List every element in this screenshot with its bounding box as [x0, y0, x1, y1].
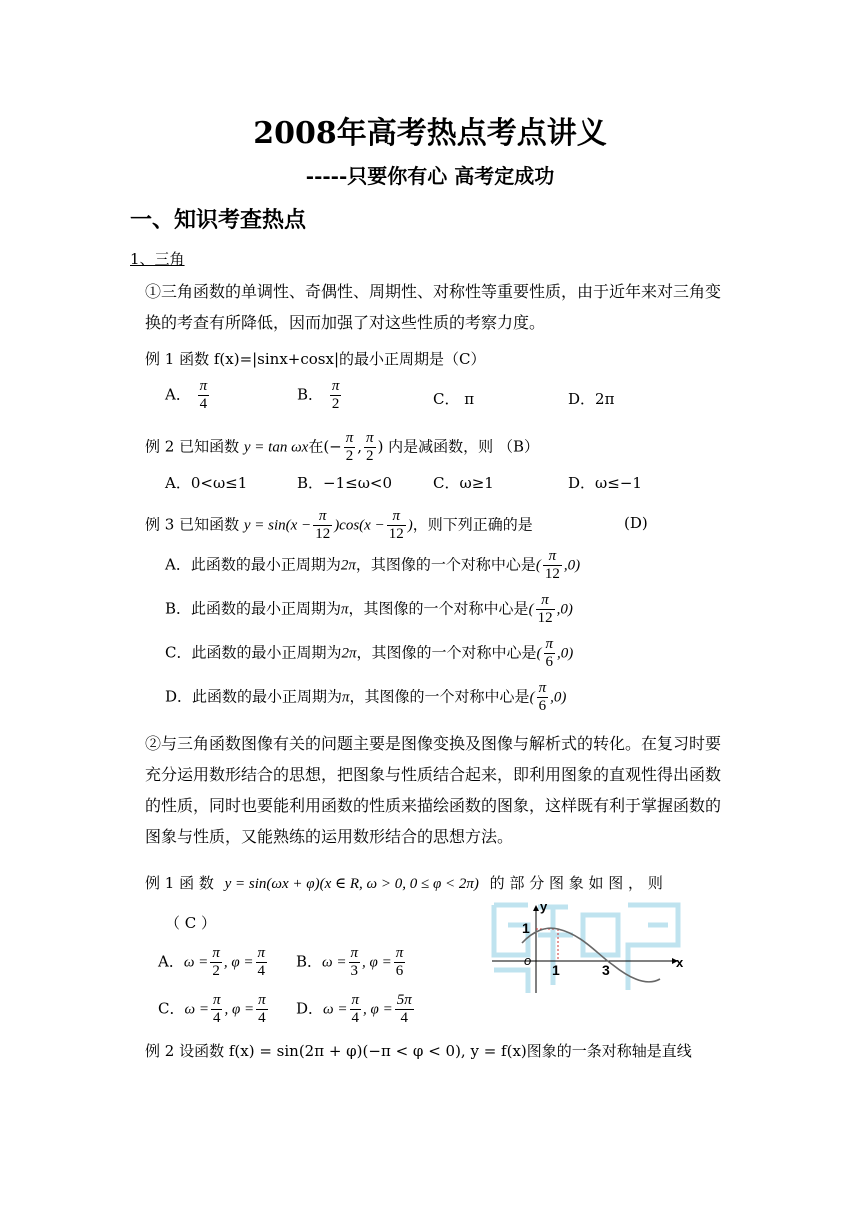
denominator: 12: [544, 566, 560, 582]
paren: (: [535, 557, 541, 574]
formula-part: )cos(x −: [334, 517, 385, 534]
fraction: [256, 992, 268, 1027]
example-1-stem: 例 1 函数 f(x)=|sinx+cosx|的最小正周期是（C）: [145, 350, 486, 368]
page-subtitle: -----只要你有心 高考定成功: [305, 164, 555, 188]
fraction: [256, 945, 268, 980]
fraction-pi-2: [330, 378, 342, 413]
fraction: [210, 945, 222, 980]
y-tick-1: 1: [522, 920, 530, 936]
subsection-heading: 1、三角: [130, 250, 185, 268]
example-4-formula: y = sin(ωx + φ)(x ∈ R, ω > 0, 0 ≤ φ < 2π): [224, 876, 479, 892]
denominator: 4: [351, 1010, 359, 1026]
example-1-option-b: [297, 378, 343, 413]
fraction: [387, 508, 406, 543]
example-2-option-a: A．0<ω≤1: [165, 474, 248, 492]
paren: (: [529, 689, 535, 706]
section-heading: 一、知识考查热点: [130, 207, 307, 233]
fraction: [313, 508, 332, 543]
example-3-prefix: 例 3 已知函数: [145, 515, 240, 534]
numerator: 5π: [396, 992, 412, 1008]
fraction: [543, 548, 562, 583]
denominator: 6: [545, 654, 554, 670]
numerator: π: [212, 945, 220, 961]
formula: ω =: [183, 954, 209, 971]
example-2-suffix: ) 内是减函数，则 （B）: [377, 437, 539, 456]
numerator: π: [538, 680, 547, 696]
option-rest: ，其图像的一个对称中心是: [349, 687, 530, 706]
y-axis-label: y: [540, 899, 548, 914]
denominator: 12: [388, 526, 404, 542]
example-2-prefix: 例 2 已知函数: [145, 437, 240, 456]
example-2-option-b: B．−1≤ω<0: [297, 474, 393, 492]
formula: ω =: [184, 1001, 209, 1018]
denominator: 12: [315, 526, 331, 542]
example-3-stem: [145, 508, 533, 543]
example-4-suffix: 的 部 分 图 象 如 图 ， 则: [489, 874, 663, 892]
paren-close: ,0): [557, 645, 574, 662]
formula: , φ =: [224, 1001, 255, 1018]
fraction: [211, 992, 223, 1027]
denominator: 4: [400, 1010, 408, 1026]
numerator: π: [543, 548, 562, 566]
option-label: C．此函数的最小正周期为: [165, 643, 342, 662]
example-4-prefix: 例 1 函 数: [145, 874, 214, 892]
denominator: 2: [345, 448, 354, 464]
fraction: [344, 430, 356, 465]
formula-close: ): [407, 517, 413, 534]
denominator: 12: [537, 610, 553, 626]
numerator: π: [212, 992, 221, 1008]
paragraph-1: ①三角函数的单调性、奇偶性、周期性、对称性等重要性质，由于近年来对三角变换的考查有所降低，因而加强了对这些性质的考察力度。: [145, 282, 722, 332]
sine-graph-figure: [488, 895, 688, 997]
example-2-interval-open: 在(−: [308, 437, 342, 456]
formula: , φ =: [362, 954, 392, 971]
origin-label: o: [524, 953, 532, 968]
fraction: [394, 945, 406, 980]
example-5-stem: 例 2 设函数 f(x) = sin(2π + φ)(−π < φ < 0), y = f(x)图象的一条对称轴是直线: [145, 1042, 692, 1060]
option-d: D．: [296, 999, 324, 1018]
formula: ω =: [323, 1001, 348, 1018]
paragraph-2: ②与三角函数图像有关的问题主要是图像变换及图像与解析式的转化。在复习时要充分运用数形结合的思想，把图象与性质结合起来，即利用图象的直观性得出函数的性质，同时也要能利用函数的性质来描绘函数的图象，这样既有利于掌握函数的图象与性质，又能熟练的运用数形结合的思想方法。: [145, 734, 722, 846]
example-4-option-d: [296, 992, 416, 1027]
paren: (: [528, 601, 534, 618]
numerator: π: [331, 378, 340, 394]
numerator: π: [199, 378, 208, 394]
denominator: 3: [350, 963, 358, 979]
numerator: π: [350, 945, 359, 961]
example-3-option-b: [165, 592, 573, 627]
option-b: B．: [297, 385, 324, 404]
numerator: π: [387, 508, 406, 526]
option-label: D．此函数的最小正周期为: [165, 687, 343, 706]
formula: , φ =: [223, 954, 254, 971]
example-3-suffix: ，则下列正确的是: [412, 515, 533, 534]
option-period: 2π: [341, 645, 357, 662]
paren: (: [536, 645, 542, 662]
fraction: [350, 992, 362, 1027]
example-3-option-c: [165, 636, 573, 671]
example-4-answer: （ C ）: [165, 914, 217, 932]
paren-close: ,0): [563, 557, 581, 574]
numerator: π: [536, 592, 555, 610]
option-label: B．此函数的最小正周期为: [165, 599, 342, 618]
example-4-option-b: [296, 945, 407, 980]
numerator: π: [351, 992, 360, 1008]
fraction: [537, 680, 549, 715]
numerator: π: [395, 945, 404, 961]
denominator: 6: [395, 963, 404, 979]
example-4-option-c: [158, 992, 270, 1027]
option-b: B．: [296, 952, 323, 971]
denominator: 2: [366, 448, 374, 464]
paren-close: ,0): [550, 689, 567, 706]
option-period: π: [341, 601, 349, 618]
page-title: 2008年高考热点考点讲义: [253, 116, 607, 151]
denominator: 2: [331, 396, 340, 412]
denominator: 6: [538, 698, 547, 714]
fraction: [349, 945, 361, 980]
numerator: π: [258, 992, 266, 1008]
option-a: A．: [165, 385, 191, 404]
denominator: 4: [212, 1010, 221, 1026]
example-3-answer: (D): [624, 514, 648, 532]
option-period: π: [342, 689, 350, 706]
x-tick-1: 1: [552, 962, 560, 978]
example-3-formula: y = sin(x −: [243, 517, 312, 534]
option-a: A．: [158, 952, 184, 971]
numerator: π: [366, 430, 374, 446]
option-label: A．此函数的最小正周期为: [165, 555, 341, 574]
x-axis-label: x: [676, 955, 684, 970]
example-1-option-d: D．2π: [568, 390, 615, 408]
example-1-option-c: C． π: [433, 390, 475, 408]
denominator: 4: [257, 963, 265, 979]
example-2-option-d: D．ω≤−1: [568, 474, 642, 492]
example-3-option-d: [165, 680, 566, 715]
formula: , φ =: [363, 1001, 393, 1018]
denominator: 2: [212, 963, 220, 979]
paren-close: ,0): [556, 601, 573, 618]
option-c: C．: [158, 999, 185, 1018]
example-1-options: [165, 378, 211, 413]
option-rest: ，其图像的一个对称中心是: [356, 643, 537, 662]
example-4-option-a: [158, 945, 269, 980]
numerator: π: [313, 508, 332, 526]
option-rest: ，其图像的一个对称中心是: [348, 599, 529, 618]
watermark-pattern: [494, 905, 678, 993]
example-2-stem: 例 2 已知函数 y = tan ωx在(− $\frac{\pi}{2}$ , $\frac{\pi}{2}$ ) 内是减函数，则 （B）: [145, 430, 539, 464]
denominator: 4: [199, 396, 208, 412]
fraction: [536, 592, 555, 627]
denominator: 4: [258, 1010, 266, 1026]
numerator: π: [257, 945, 266, 961]
fraction: [364, 430, 376, 465]
option-period: 2π: [340, 557, 356, 574]
example-2-option-c: C．ω≥1: [433, 474, 494, 492]
option-rest: ，其图像的一个对称中心是: [355, 555, 536, 574]
fraction: [544, 636, 556, 671]
example-4-stem: [145, 872, 735, 893]
example-2-formula: y = tan ωx: [243, 439, 309, 456]
fraction: [395, 992, 414, 1027]
numerator: π: [545, 636, 554, 652]
x-tick-3: 3: [602, 962, 610, 978]
fraction-pi-4: [198, 378, 210, 413]
numerator: π: [345, 430, 354, 446]
formula: ω =: [322, 954, 347, 971]
example-3-option-a: [165, 548, 580, 583]
